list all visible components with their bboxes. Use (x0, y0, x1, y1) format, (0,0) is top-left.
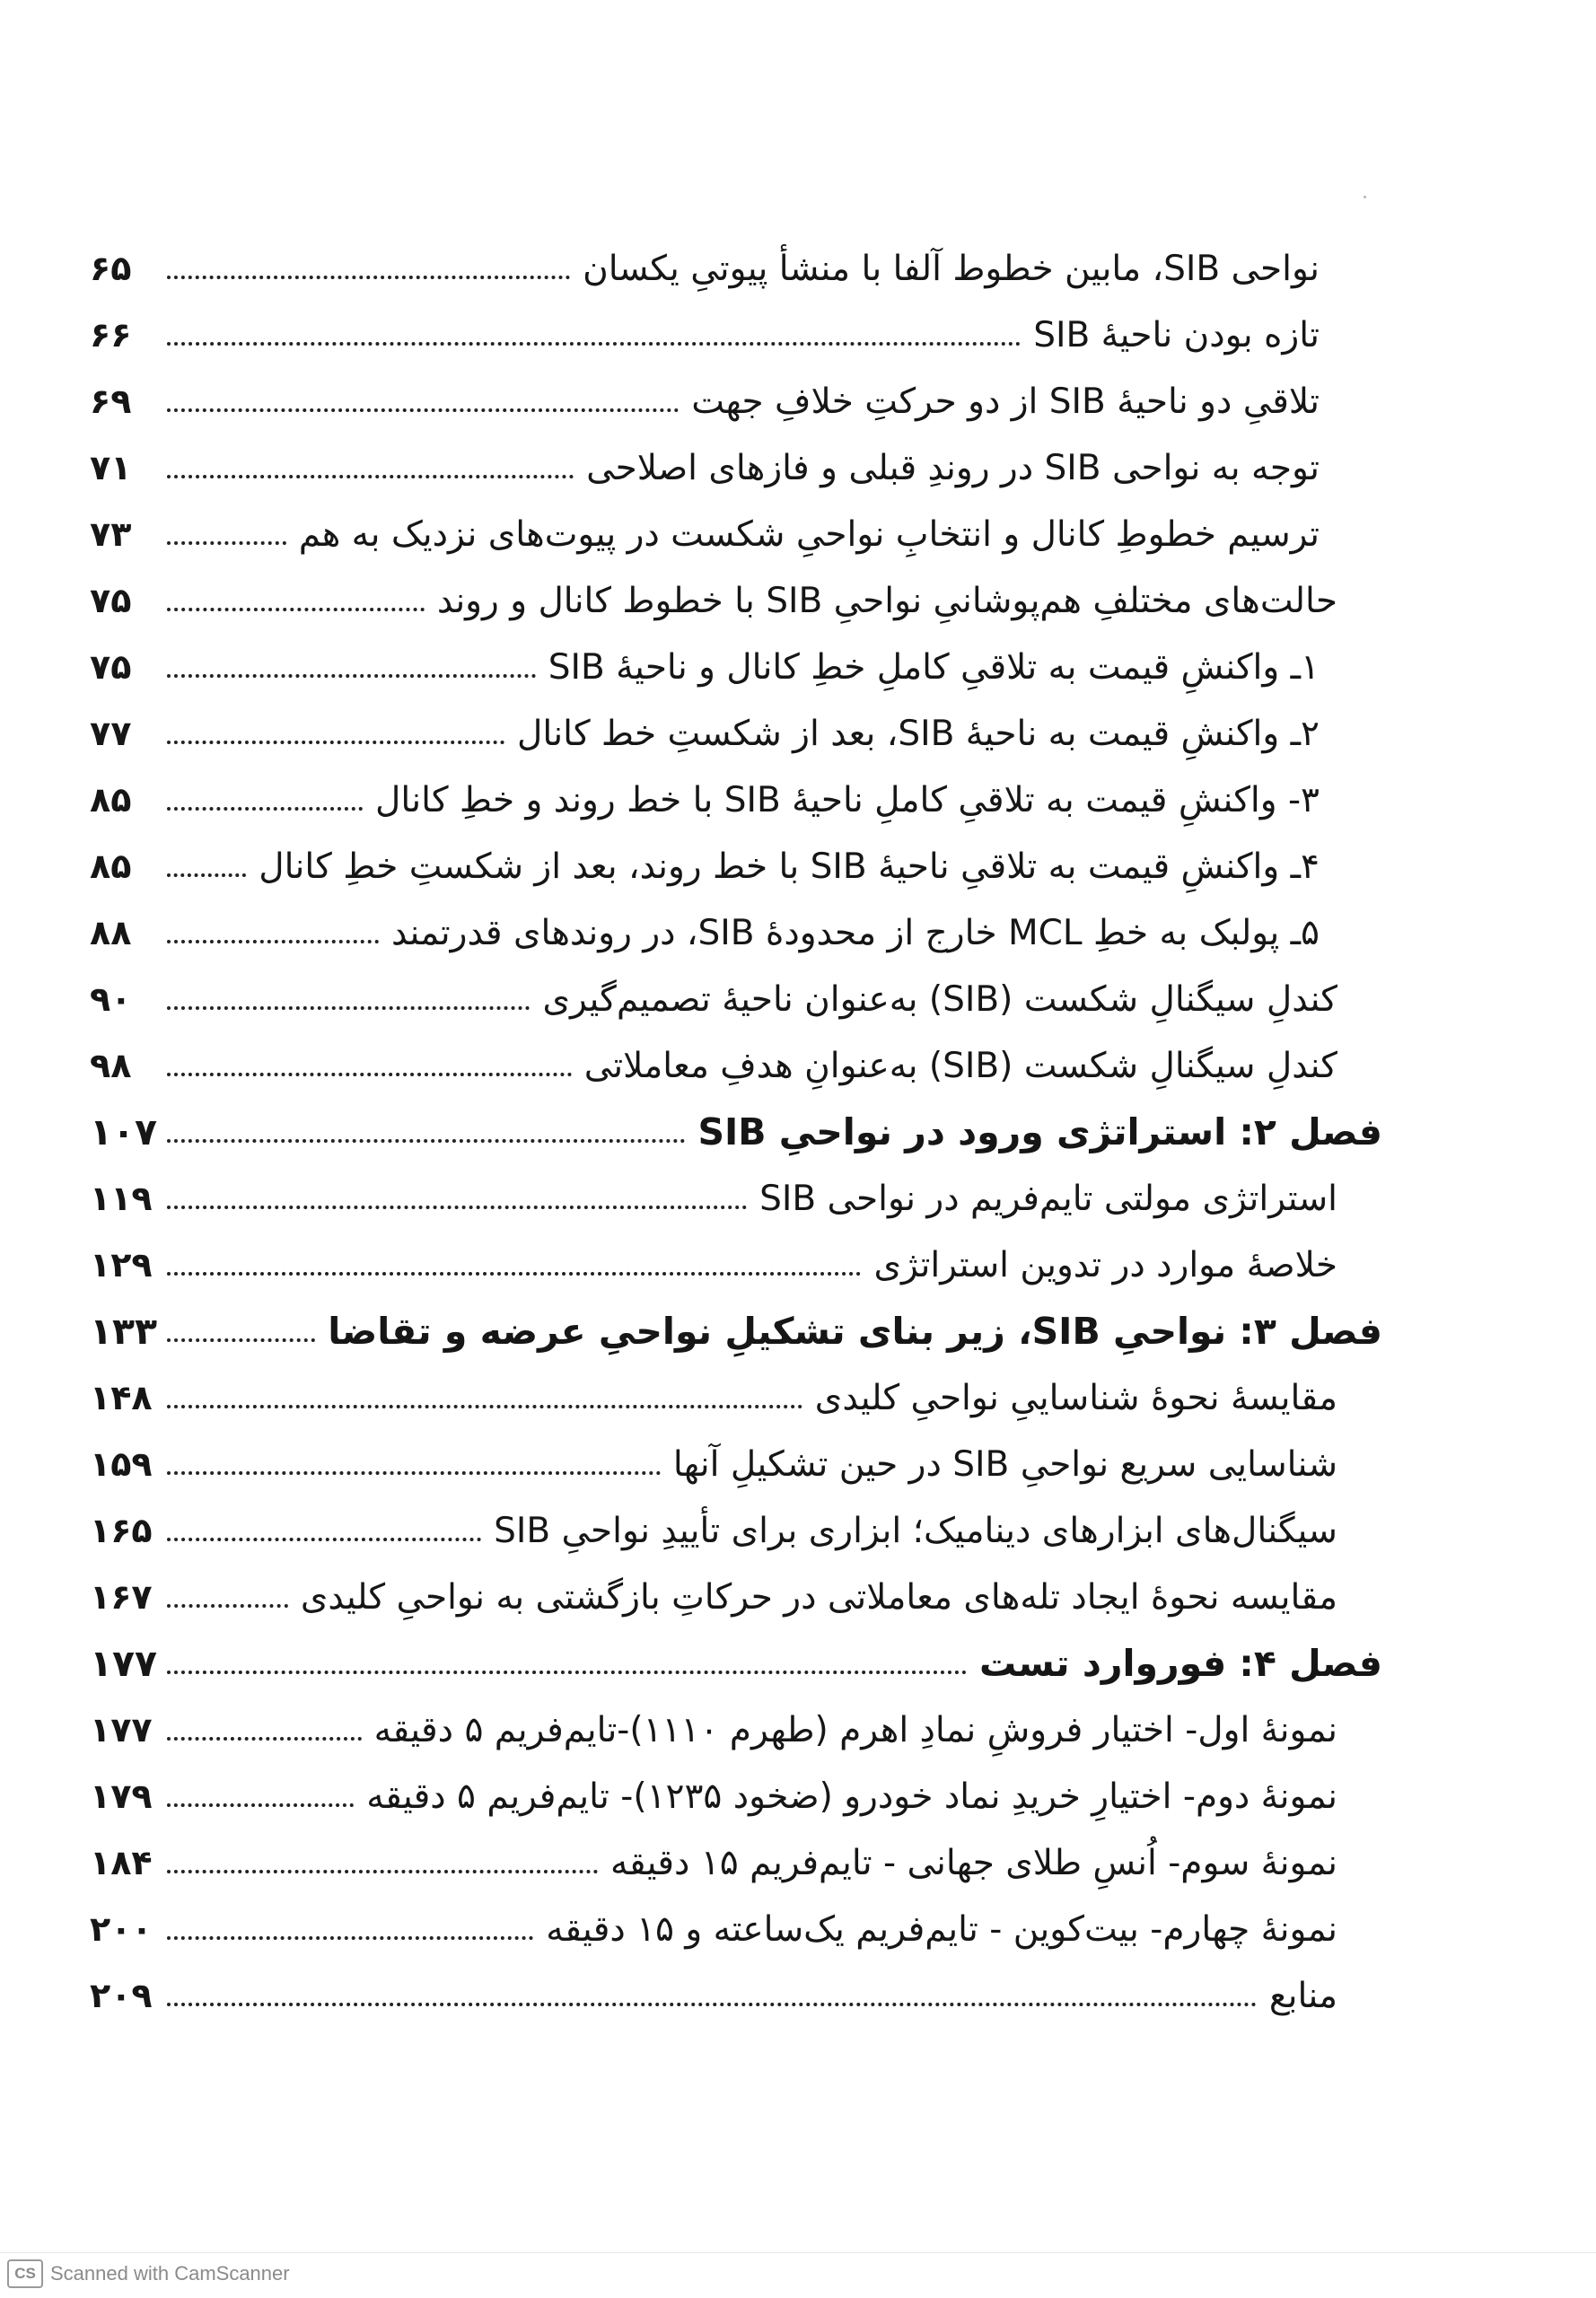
toc-page-number: ۱۵۹ (90, 1444, 153, 1484)
toc-entry-row (90, 1697, 1382, 1763)
toc-entry-title: حالت‌های مختلفِ هم‌پوشانیِ نواحیِ SIB با خطوط کانال و روند (436, 580, 1337, 621)
toc-page-number: ۱۷۹ (90, 1776, 153, 1816)
dot-leader (167, 940, 379, 943)
toc-entry-row (90, 1364, 1382, 1431)
toc-entry-row (90, 1962, 1382, 2029)
toc-entry-title: خلاصۀ موارد در تدوین استراتژی (873, 1244, 1337, 1285)
dot-leader (167, 2003, 1257, 2006)
toc-entry-row (90, 368, 1382, 434)
toc-entry-row (90, 1829, 1382, 1896)
dot-leader (167, 1272, 861, 1276)
dot-leader (167, 1139, 685, 1143)
dot-leader (167, 342, 1021, 346)
dot-leader (167, 608, 425, 611)
dot-leader (167, 741, 504, 744)
toc-page-number: ۱۳۳ (90, 1310, 158, 1353)
toc-entry-title: ۲ـ واکنشِ قیمت به ناحیۀ SIB، بعد از شکستِ خط کانال (517, 713, 1320, 754)
toc-entry-title: ترسیم خطوطِ کانال و انتخابِ نواحیِ شکست در پیوت‌های نزدیک به هم (298, 513, 1320, 555)
dot-leader (167, 541, 286, 545)
toc-entry-row (90, 1564, 1382, 1630)
dot-leader (167, 1737, 362, 1741)
toc-entry-row (90, 302, 1382, 368)
toc-chapter-row (90, 1298, 1382, 1364)
toc-entry-title: مقایسه نحوۀ ایجاد تله‌های معاملاتی در حرکاتِ بازگشتی به نواحیِ کلیدی (300, 1576, 1337, 1618)
toc-entry-title: تازه بودن ناحیۀ SIB (1033, 314, 1320, 355)
toc-entry-row (90, 1431, 1382, 1497)
toc-entry-title: ۵ـ پولبک به خطِ MCL خارج از محدودۀ SIB، در روندهای قدرتمند (390, 912, 1320, 953)
toc-entry-row (90, 1763, 1382, 1829)
toc-page-number: ۱۸۴ (90, 1843, 153, 1882)
toc-entry-title: فصل ۲: استراتژی ورود در نواحیِ SIB (697, 1110, 1382, 1153)
dot-leader (167, 475, 574, 478)
camscanner-watermark (7, 2259, 290, 2289)
toc-entry-row (90, 634, 1382, 700)
toc-page-number: ۱۴۸ (90, 1378, 153, 1417)
toc-page-number: ۸۵ (90, 846, 132, 886)
table-of-contents (90, 235, 1382, 2029)
toc-entry-row (90, 434, 1382, 501)
toc-page-number: ۶۵ (90, 249, 132, 288)
scan-bottom-edge (0, 2252, 1596, 2253)
toc-entry-title: ۱ـ واکنشِ قیمت به تلاقیِ کاملِ خطِ کانال و ناحیۀ SIB (548, 646, 1320, 688)
toc-entry-title: ۴ـ واکنشِ قیمت به تلاقیِ ناحیۀ SIB با خط روند، بعد از شکستِ خطِ کانال (259, 846, 1320, 887)
toc-page-number: ۲۰۹ (90, 1976, 153, 2015)
dot-leader (167, 807, 363, 811)
toc-entry-row (90, 1497, 1382, 1564)
toc-entry-row (90, 767, 1382, 833)
dot-leader (167, 1870, 598, 1873)
toc-page-number: ۱۶۷ (90, 1577, 153, 1617)
toc-entry-row (90, 501, 1382, 567)
toc-page-number: ۱۰۷ (90, 1110, 158, 1153)
watermark-label: Scanned with CamScanner (50, 2262, 290, 2285)
toc-entry-row (90, 700, 1382, 767)
dot-leader (167, 1538, 481, 1541)
dot-leader (167, 1604, 288, 1608)
toc-page-number: ۸۸ (90, 913, 132, 952)
dot-leader (167, 1405, 802, 1408)
toc-entry-title: نمونۀ دوم- اختیارِ خریدِ نماد خودرو (ضخود ۱۲۳۵)- تایم‌فریم ۵ دقیقه (366, 1776, 1337, 1817)
toc-page-number: ۱۷۷ (90, 1642, 158, 1685)
toc-entry-row (90, 833, 1382, 899)
toc-entry-title: نمونۀ چهارم- بیت‌کوین - تایم‌فریم یک‌ساعته و ۱۵ دقیقه (546, 1908, 1337, 1950)
toc-page-number: ۲۰۰ (90, 1909, 153, 1949)
toc-page-number: ۷۵ (90, 581, 132, 620)
toc-entry-title: فصل ۴: فوروارد تست (979, 1641, 1382, 1685)
toc-entry-title: نمونۀ سوم- اُنسِ طلای جهانی - تایم‌فریم ۱۵ دقیقه (609, 1842, 1337, 1883)
toc-entry-title: سیگنال‌های ابزارهای دینامیک؛ ابزاری برای تأییدِ نواحیِ SIB (494, 1510, 1337, 1551)
toc-entry-title: شناسایی سریع نواحیِ SIB در حین تشکیلِ آنها (672, 1443, 1337, 1485)
toc-page-number: ۶۶ (90, 315, 132, 355)
toc-page-number: ۷۱ (90, 448, 132, 487)
toc-entry-title: نواحی SIB، مابین خطوط آلفا با منشأ پیوتیِ یکسان (583, 248, 1320, 289)
dot-leader (167, 873, 246, 877)
toc-page-number: ۱۲۹ (90, 1245, 153, 1285)
camscanner-logo-icon: CS (7, 2259, 43, 2288)
toc-entry-row (90, 899, 1382, 966)
toc-entry-title: مقایسۀ نحوۀ شناساییِ نواحیِ کلیدی (814, 1377, 1337, 1418)
toc-entry-title: ۳- واکنشِ قیمت به تلاقیِ کاملِ ناحیۀ SIB با خط روند و خطِ کانال (375, 779, 1320, 820)
toc-entry-title: توجه به نواحی SIB در روندِ قبلی و فازهای اصلاحی (586, 447, 1320, 488)
dot-leader (167, 1206, 747, 1209)
toc-entry-row (90, 966, 1382, 1032)
toc-page-number: ۷۳ (90, 514, 132, 554)
toc-chapter-row (90, 1099, 1382, 1165)
toc-entry-row (90, 235, 1382, 302)
toc-page-number: ۱۷۷ (90, 1710, 153, 1750)
dot-leader (167, 1671, 967, 1674)
toc-page-number: ۱۱۹ (90, 1179, 153, 1218)
dot-leader (167, 1338, 315, 1342)
toc-page-number: ۹۰ (90, 979, 132, 1019)
toc-entry-row (90, 1896, 1382, 1962)
dot-leader (167, 1073, 572, 1076)
toc-entry-row (90, 1032, 1382, 1099)
toc-entry-row (90, 567, 1382, 634)
toc-entry-title: منابع (1268, 1975, 1337, 2016)
toc-page-number: ۶۹ (90, 382, 132, 421)
dot-leader (167, 1803, 354, 1807)
toc-entry-title: کندلِ سیگنالِ شکست (SIB) به‌عنوانِ هدفِ معاملاتی (583, 1045, 1337, 1086)
toc-page-number: ۸۵ (90, 780, 132, 820)
toc-entry-row (90, 1232, 1382, 1298)
dot-leader (167, 1471, 661, 1475)
toc-entry-title: کندلِ سیگنالِ شکست (SIB) به‌عنوان ناحیۀ تصمیم‌گیری (542, 978, 1337, 1020)
toc-chapter-row (90, 1630, 1382, 1697)
dot-leader (167, 1936, 533, 1940)
toc-entry-title: نمونۀ اول- اختیار فروشِ نمادِ اهرم (طهرم ۱۱۱۰)-تایم‌فریم ۵ دقیقه (373, 1709, 1337, 1750)
dot-leader (167, 1006, 530, 1010)
toc-entry-title: فصل ۳: نواحیِ SIB، زیر بنای تشکیلِ نواحیِ عرضه و تقاضا (328, 1309, 1382, 1353)
toc-entry-row (90, 1165, 1382, 1232)
toc-page-number: ۷۵ (90, 647, 132, 687)
toc-entry-title: تلاقیِ دو ناحیۀ SIB از دو حرکتِ خلافِ جهت (691, 381, 1320, 422)
toc-page-number: ۹۸ (90, 1046, 132, 1085)
scan-speck (1364, 196, 1366, 198)
toc-entry-title: استراتژی مولتی تایم‌فریم در نواحی SIB (759, 1178, 1337, 1219)
toc-page-number: ۷۷ (90, 714, 132, 753)
dot-leader (167, 276, 570, 279)
toc-page-number: ۱۶۵ (90, 1511, 153, 1550)
dot-leader (167, 408, 679, 412)
dot-leader (167, 674, 536, 678)
